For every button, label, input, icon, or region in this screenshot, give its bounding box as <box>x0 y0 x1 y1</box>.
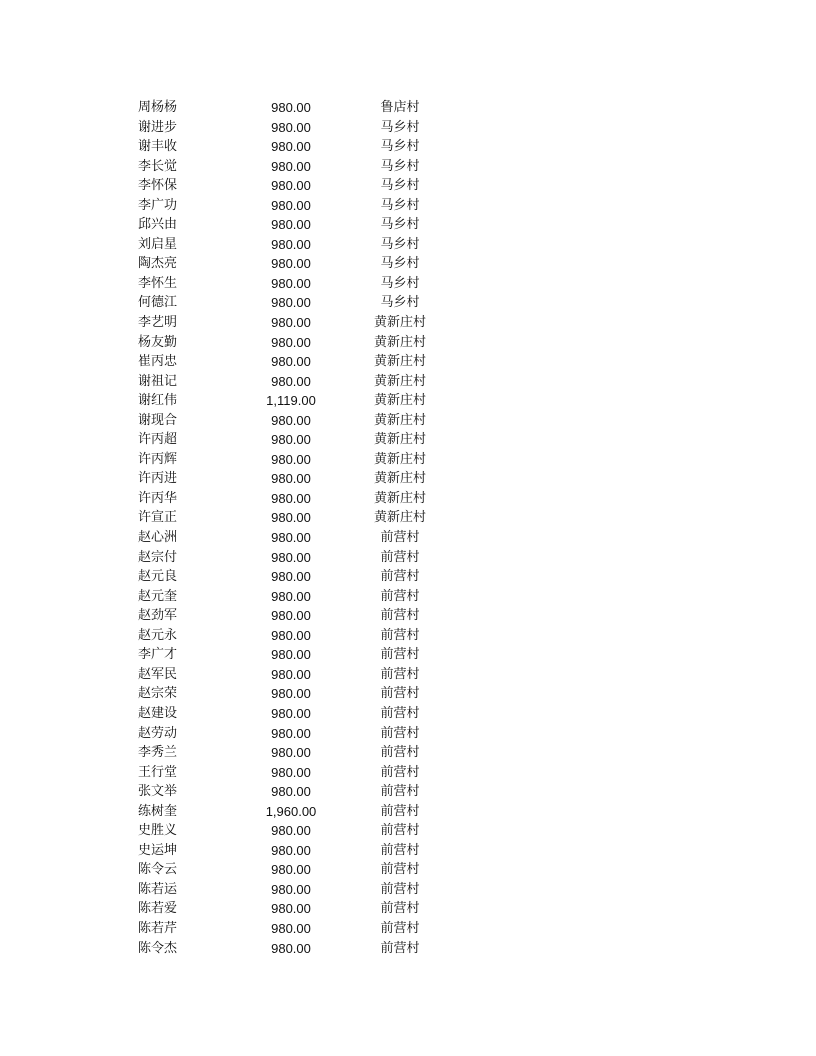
village-cell: 前营村 <box>380 530 420 546</box>
table-row <box>0 626 816 646</box>
amount-cell: 980.00 <box>271 705 311 721</box>
village-cell: 前营村 <box>380 549 420 565</box>
name-cell: 许丙辉 <box>138 451 178 467</box>
village-cell: 前营村 <box>380 803 420 819</box>
village-cell: 黄新庄村 <box>373 354 426 370</box>
village-cell: 马乡村 <box>380 217 420 233</box>
amount-cell: 980.00 <box>271 315 311 331</box>
table-row <box>0 489 816 509</box>
name-cell: 陈若爱 <box>138 901 178 917</box>
name-cell: 王行堂 <box>138 764 178 780</box>
name-cell: 陈若运 <box>138 881 178 897</box>
village-cell: 鲁店村 <box>380 100 420 115</box>
table-row <box>0 939 816 959</box>
table-row <box>0 528 816 548</box>
amount-cell: 980.00 <box>271 940 311 956</box>
name-cell: 谢进步 <box>138 119 178 135</box>
table-row <box>0 215 816 235</box>
table-row <box>0 899 816 919</box>
name-cell: 刘启星 <box>138 236 178 252</box>
village-cell: 前营村 <box>380 569 420 585</box>
village-cell: 前营村 <box>380 881 420 897</box>
name-cell: 李怀生 <box>138 275 178 291</box>
amount-cell: 1,119.00 <box>266 393 316 409</box>
amount-cell: 980.00 <box>271 373 311 389</box>
table-row <box>0 665 816 685</box>
village-cell: 马乡村 <box>380 139 420 155</box>
village-cell: 黄新庄村 <box>373 490 426 506</box>
name-cell: 赵元良 <box>138 569 178 585</box>
table-row <box>0 313 816 333</box>
name-cell: 谢红伟 <box>138 393 178 409</box>
village-cell: 前营村 <box>380 666 420 682</box>
amount-cell: 980.00 <box>271 432 311 448</box>
name-cell: 陈令杰 <box>138 940 178 956</box>
village-cell: 前营村 <box>380 862 420 878</box>
table-row <box>0 196 816 216</box>
table-row <box>0 450 816 470</box>
village-cell: 前营村 <box>380 588 420 604</box>
table-row <box>0 606 816 626</box>
name-cell: 赵军民 <box>138 666 178 682</box>
table-row <box>0 508 816 528</box>
name-cell: 许宣正 <box>138 510 178 526</box>
name-cell: 赵元奎 <box>138 588 178 604</box>
amount-cell: 980.00 <box>271 823 311 839</box>
name-cell: 李怀保 <box>138 178 178 194</box>
table-row <box>0 391 816 411</box>
name-cell: 邱兴由 <box>138 217 178 233</box>
table-row <box>0 782 816 802</box>
village-cell: 前营村 <box>380 823 420 839</box>
village-cell: 前营村 <box>380 725 420 741</box>
amount-cell: 980.00 <box>271 451 311 467</box>
amount-cell: 980.00 <box>271 100 311 115</box>
name-cell: 赵建设 <box>138 705 178 721</box>
village-cell: 马乡村 <box>380 256 420 272</box>
table-row <box>0 372 816 392</box>
amount-cell: 980.00 <box>271 119 311 135</box>
amount-cell: 980.00 <box>271 842 311 858</box>
village-cell: 前营村 <box>380 842 420 858</box>
amount-cell: 980.00 <box>271 197 311 213</box>
name-cell: 赵元永 <box>138 627 178 643</box>
table-row <box>0 157 816 177</box>
amount-cell: 980.00 <box>271 490 311 506</box>
table-row <box>0 645 816 665</box>
table-row <box>0 293 816 313</box>
village-cell: 马乡村 <box>380 119 420 135</box>
table-row <box>0 254 816 274</box>
village-cell: 前营村 <box>380 686 420 702</box>
amount-cell: 980.00 <box>271 510 311 526</box>
name-cell: 陶杰亮 <box>138 256 178 272</box>
table-row <box>0 98 816 118</box>
amount-cell: 980.00 <box>271 569 311 585</box>
village-cell: 黄新庄村 <box>373 432 426 448</box>
amount-cell: 980.00 <box>271 217 311 233</box>
name-cell: 史胜义 <box>138 823 178 839</box>
table-row <box>0 841 816 861</box>
table-row <box>0 821 816 841</box>
amount-cell: 980.00 <box>271 608 311 624</box>
name-cell: 崔丙忠 <box>138 354 178 370</box>
table-row <box>0 802 816 822</box>
data-table <box>0 98 816 958</box>
table-row <box>0 352 816 372</box>
village-cell: 前营村 <box>380 784 420 800</box>
name-cell: 许丙华 <box>138 490 178 506</box>
village-cell: 前营村 <box>380 608 420 624</box>
amount-cell: 980.00 <box>271 275 311 291</box>
village-cell: 前营村 <box>380 901 420 917</box>
table-row <box>0 274 816 294</box>
table-row <box>0 684 816 704</box>
amount-cell: 980.00 <box>271 764 311 780</box>
amount-cell: 980.00 <box>271 920 311 936</box>
amount-cell: 980.00 <box>271 745 311 761</box>
name-cell: 谢丰收 <box>138 139 178 155</box>
amount-cell: 980.00 <box>271 862 311 878</box>
amount-cell: 980.00 <box>271 627 311 643</box>
amount-cell: 980.00 <box>271 666 311 682</box>
amount-cell: 980.00 <box>271 236 311 252</box>
table-row <box>0 704 816 724</box>
village-cell: 马乡村 <box>380 158 420 174</box>
village-cell: 马乡村 <box>380 275 420 291</box>
table-row <box>0 548 816 568</box>
name-cell: 陈若芹 <box>138 920 178 936</box>
name-cell: 许丙超 <box>138 432 178 448</box>
name-cell: 谢现合 <box>138 412 178 428</box>
village-cell: 前营村 <box>380 940 420 956</box>
village-cell: 前营村 <box>380 920 420 936</box>
name-cell: 许丙进 <box>138 471 178 487</box>
amount-cell: 980.00 <box>271 295 311 311</box>
amount-cell: 980.00 <box>271 901 311 917</box>
name-cell: 李广功 <box>138 197 178 213</box>
amount-cell: 980.00 <box>271 158 311 174</box>
name-cell: 谢祖记 <box>138 373 178 389</box>
table-row <box>0 118 816 138</box>
table-row <box>0 587 816 607</box>
village-cell: 马乡村 <box>380 236 420 252</box>
table-row <box>0 469 816 489</box>
table-row <box>0 411 816 431</box>
table-row <box>0 176 816 196</box>
name-cell: 李秀兰 <box>138 745 178 761</box>
amount-cell: 980.00 <box>271 412 311 428</box>
village-cell: 前营村 <box>380 745 420 761</box>
name-cell: 李艺明 <box>138 315 178 331</box>
amount-cell: 980.00 <box>271 588 311 604</box>
village-cell: 黄新庄村 <box>373 510 426 526</box>
amount-cell: 980.00 <box>271 139 311 155</box>
table-row <box>0 880 816 900</box>
village-cell: 前营村 <box>380 627 420 643</box>
village-cell: 黄新庄村 <box>373 373 426 389</box>
village-cell: 马乡村 <box>380 295 420 311</box>
name-cell: 杨友勤 <box>138 334 178 350</box>
amount-cell: 1,960.00 <box>265 803 317 819</box>
amount-cell: 980.00 <box>271 178 311 194</box>
village-cell: 黄新庄村 <box>373 451 426 467</box>
name-cell: 赵心洲 <box>138 530 178 546</box>
name-cell: 赵劳动 <box>138 725 178 741</box>
village-cell: 前营村 <box>380 764 420 780</box>
amount-cell: 980.00 <box>271 647 311 663</box>
name-cell: 周杨杨 <box>138 100 178 115</box>
amount-cell: 980.00 <box>271 530 311 546</box>
village-cell: 黄新庄村 <box>373 334 426 350</box>
amount-cell: 980.00 <box>271 881 311 897</box>
amount-cell: 980.00 <box>271 549 311 565</box>
name-cell: 张文举 <box>138 784 178 800</box>
name-cell: 史运坤 <box>138 842 178 858</box>
village-cell: 黄新庄村 <box>373 471 426 487</box>
village-cell: 马乡村 <box>380 178 420 194</box>
amount-cell: 980.00 <box>271 725 311 741</box>
village-cell: 马乡村 <box>380 197 420 213</box>
name-cell: 陈令云 <box>138 862 178 878</box>
name-cell: 赵劲军 <box>138 608 178 624</box>
table-row <box>0 724 816 744</box>
table-row <box>0 567 816 587</box>
name-cell: 何德江 <box>138 295 178 311</box>
village-cell: 前营村 <box>380 647 420 663</box>
name-cell: 李广才 <box>138 647 178 663</box>
table-row <box>0 743 816 763</box>
amount-cell: 980.00 <box>271 256 311 272</box>
village-cell: 黄新庄村 <box>373 393 426 409</box>
village-cell: 黄新庄村 <box>373 315 426 331</box>
village-cell: 黄新庄村 <box>373 412 426 428</box>
village-cell: 前营村 <box>380 705 420 721</box>
name-cell: 赵宗荣 <box>138 686 178 702</box>
amount-cell: 980.00 <box>271 784 311 800</box>
name-cell: 赵宗付 <box>138 549 178 565</box>
table-row <box>0 137 816 157</box>
table-row <box>0 763 816 783</box>
table-row <box>0 860 816 880</box>
amount-cell: 980.00 <box>271 686 311 702</box>
table-row <box>0 919 816 939</box>
name-cell: 练树奎 <box>138 803 178 819</box>
table-row <box>0 235 816 255</box>
amount-cell: 980.00 <box>271 334 311 350</box>
amount-cell: 980.00 <box>271 354 311 370</box>
amount-cell: 980.00 <box>271 471 311 487</box>
table-row <box>0 333 816 353</box>
name-cell: 李长觉 <box>138 158 178 174</box>
table-row <box>0 430 816 450</box>
